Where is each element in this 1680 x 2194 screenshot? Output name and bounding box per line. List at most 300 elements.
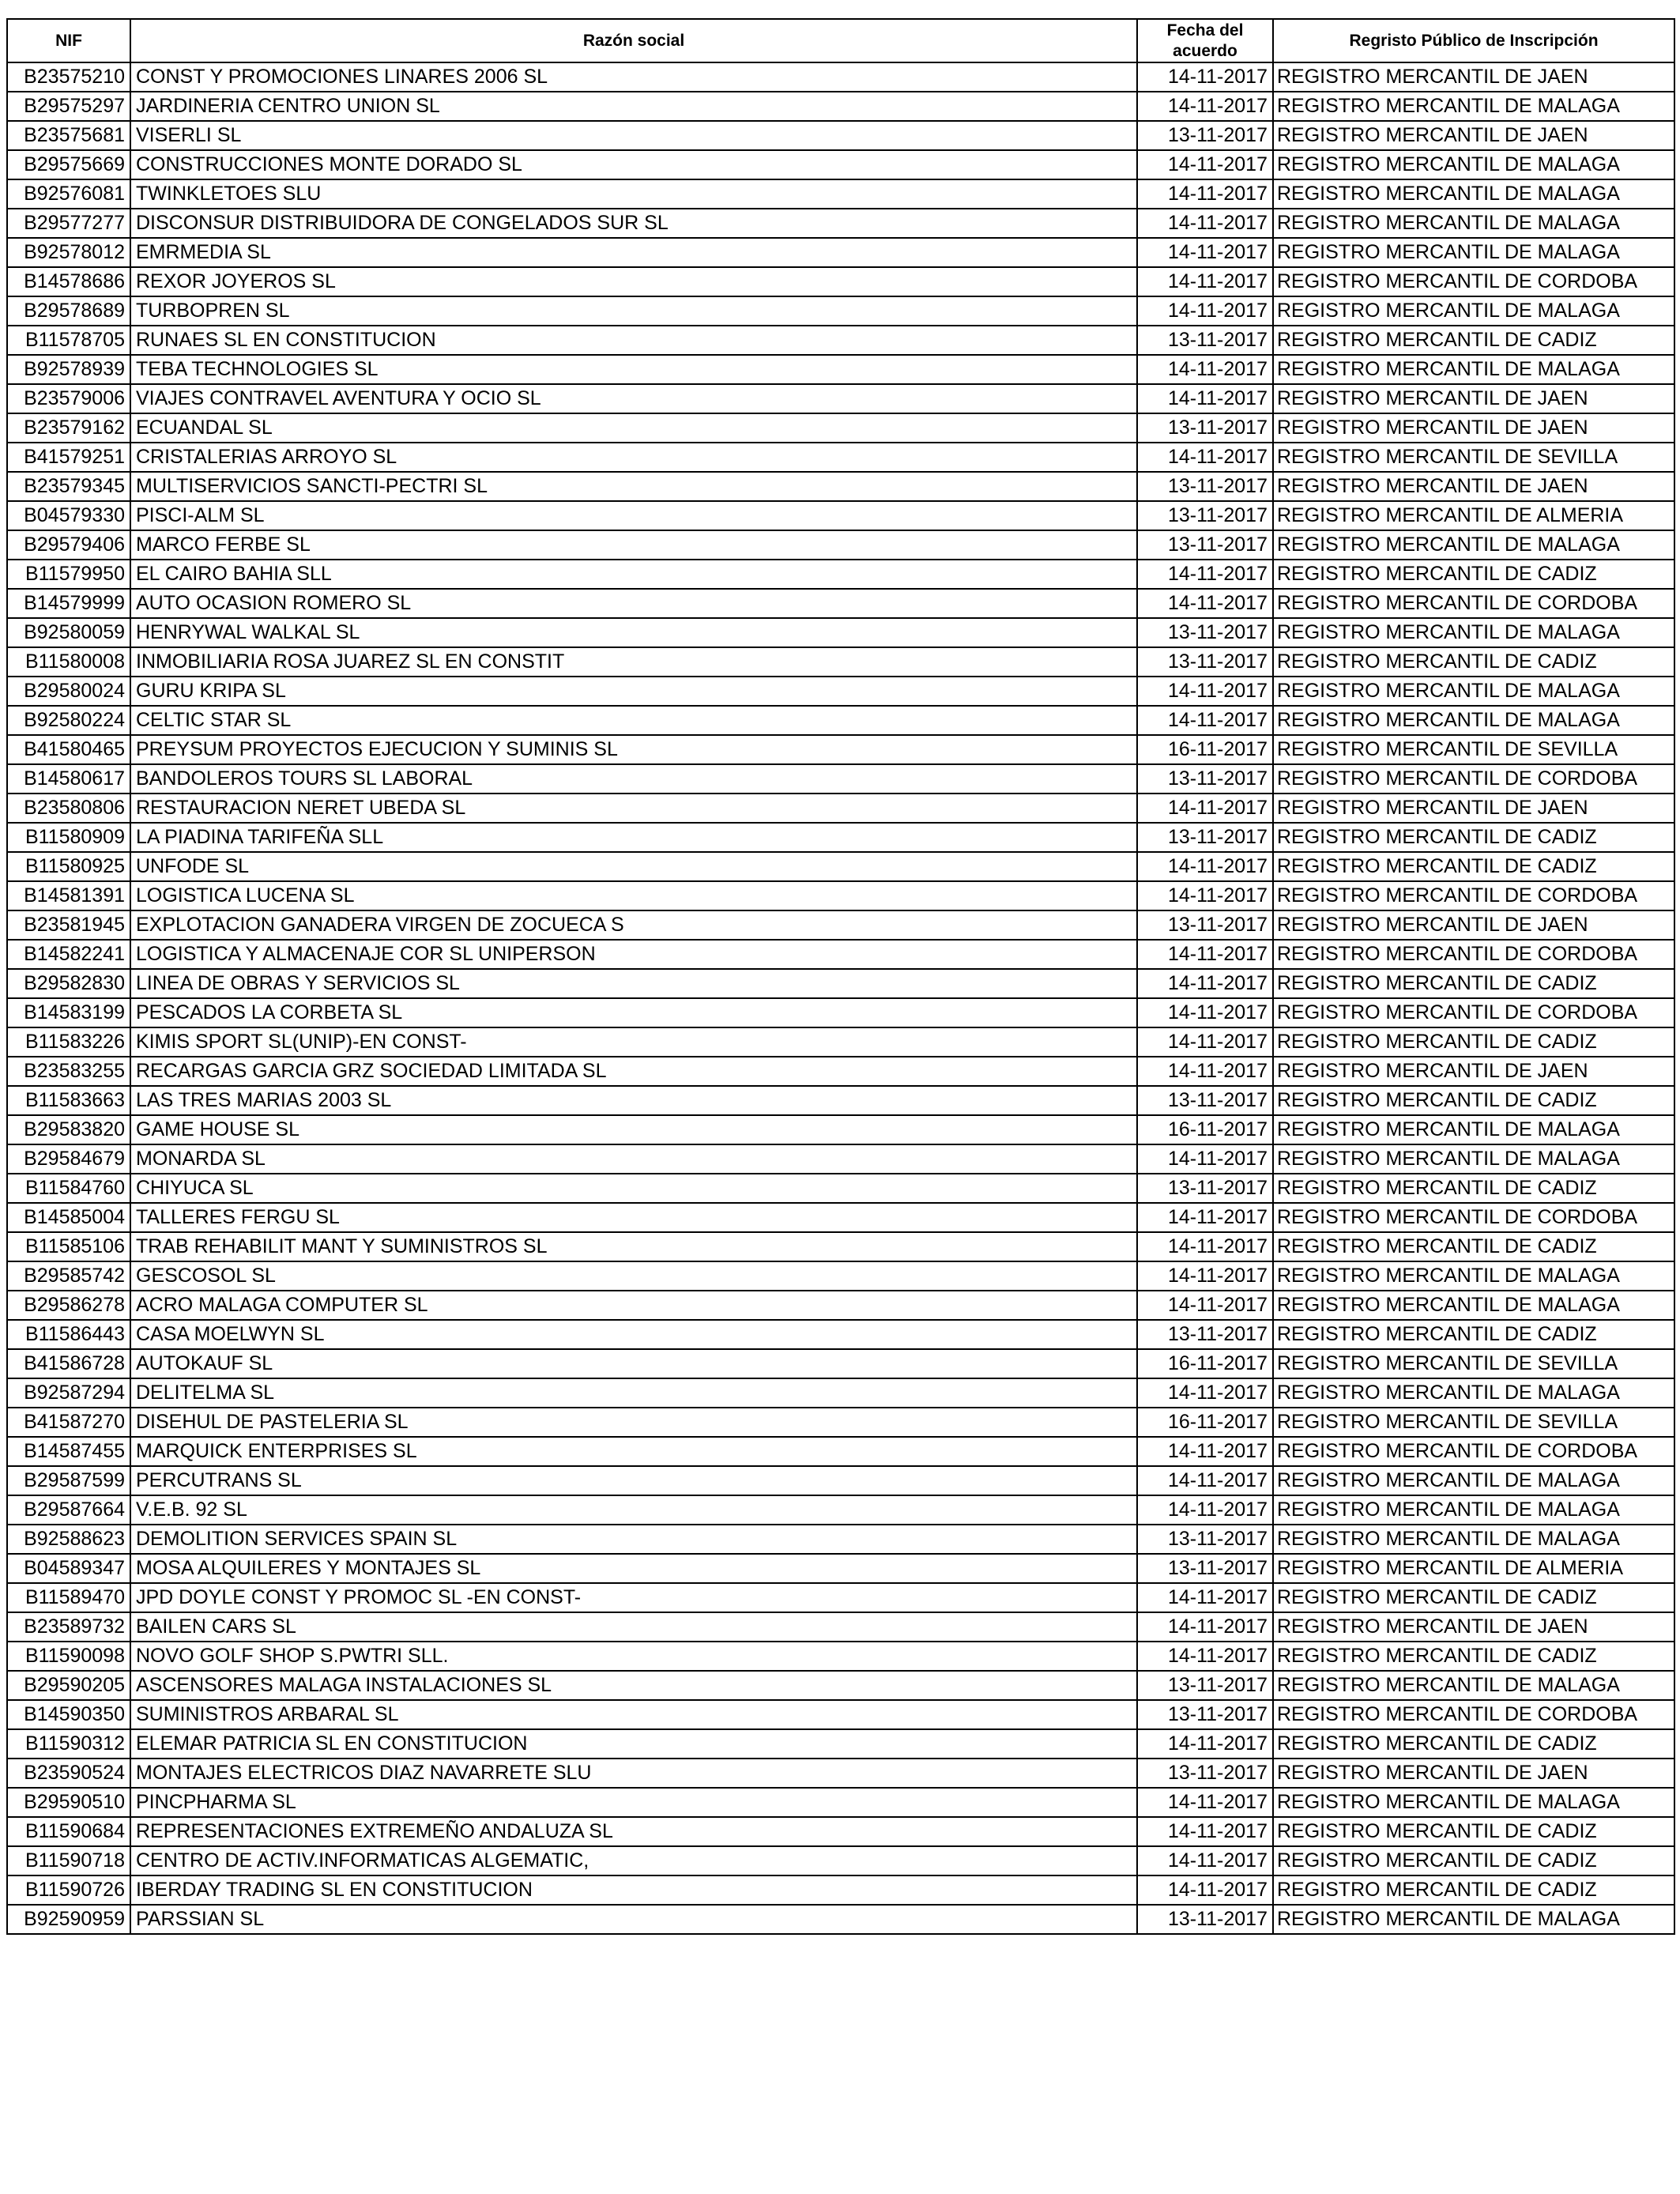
fecha-cell: 14-11-2017 (1137, 940, 1273, 969)
fecha-cell: 14-11-2017 (1137, 1232, 1273, 1261)
fecha-cell: 14-11-2017 (1137, 881, 1273, 910)
registro-cell: REGISTRO MERCANTIL DE MALAGA (1273, 92, 1674, 121)
table-row (7, 443, 1674, 472)
nif-cell: B29590510 (7, 1788, 130, 1817)
registry-table (6, 18, 1675, 1935)
registro-cell: REGISTRO MERCANTIL DE CADIZ (1273, 1232, 1674, 1261)
table-row (7, 764, 1674, 794)
razon-social-cell: ELEMAR PATRICIA SL EN CONSTITUCION (130, 1729, 1137, 1759)
nif-cell: B29586278 (7, 1291, 130, 1320)
registro-cell: REGISTRO MERCANTIL DE CADIZ (1273, 560, 1674, 589)
razon-social-cell: TURBOPREN SL (130, 296, 1137, 326)
registro-cell: REGISTRO MERCANTIL DE CORDOBA (1273, 1203, 1674, 1232)
registro-cell: REGISTRO MERCANTIL DE MALAGA (1273, 530, 1674, 560)
fecha-cell: 14-11-2017 (1137, 1788, 1273, 1817)
table-row (7, 355, 1674, 384)
fecha-cell: 14-11-2017 (1137, 560, 1273, 589)
nif-cell: B11589470 (7, 1583, 130, 1612)
table-row (7, 794, 1674, 823)
fecha-cell: 14-11-2017 (1137, 1466, 1273, 1495)
nif-cell: B92590959 (7, 1905, 130, 1934)
fecha-cell: 16-11-2017 (1137, 1349, 1273, 1378)
fecha-cell: 13-11-2017 (1137, 1086, 1273, 1115)
razon-social-cell: BANDOLEROS TOURS SL LABORAL (130, 764, 1137, 794)
registro-cell: REGISTRO MERCANTIL DE CADIZ (1273, 1817, 1674, 1846)
nif-cell: B23590524 (7, 1759, 130, 1788)
table-row (7, 1057, 1674, 1086)
razon-social-cell: SUMINISTROS ARBARAL SL (130, 1700, 1137, 1729)
table-row (7, 62, 1674, 92)
table-row (7, 1349, 1674, 1378)
razon-social-cell: CRISTALERIAS ARROYO SL (130, 443, 1137, 472)
nif-cell: B11579950 (7, 560, 130, 589)
registro-cell: REGISTRO MERCANTIL DE JAEN (1273, 910, 1674, 940)
table-row (7, 1495, 1674, 1525)
fecha-cell: 14-11-2017 (1137, 267, 1273, 296)
razon-social-cell: TALLERES FERGU SL (130, 1203, 1137, 1232)
fecha-cell: 14-11-2017 (1137, 1846, 1273, 1875)
table-row (7, 1086, 1674, 1115)
razon-social-cell: VIAJES CONTRAVEL AVENTURA Y OCIO SL (130, 384, 1137, 413)
nif-cell: B92576081 (7, 179, 130, 209)
registro-cell: REGISTRO MERCANTIL DE JAEN (1273, 413, 1674, 443)
nif-cell: B11585106 (7, 1232, 130, 1261)
nif-cell: B04589347 (7, 1554, 130, 1583)
nif-cell: B23575210 (7, 62, 130, 92)
registro-cell: REGISTRO MERCANTIL DE ALMERIA (1273, 1554, 1674, 1583)
nif-cell: B14590350 (7, 1700, 130, 1729)
registro-cell: REGISTRO MERCANTIL DE MALAGA (1273, 355, 1674, 384)
razon-social-cell: PERCUTRANS SL (130, 1466, 1137, 1495)
razon-social-cell: BAILEN CARS SL (130, 1612, 1137, 1642)
nif-cell: B23579162 (7, 413, 130, 443)
fecha-cell: 14-11-2017 (1137, 296, 1273, 326)
table-row (7, 881, 1674, 910)
fecha-cell: 14-11-2017 (1137, 1027, 1273, 1057)
table-row (7, 238, 1674, 267)
registro-cell: REGISTRO MERCANTIL DE MALAGA (1273, 1466, 1674, 1495)
registro-cell: REGISTRO MERCANTIL DE CADIZ (1273, 1027, 1674, 1057)
registro-cell: REGISTRO MERCANTIL DE CADIZ (1273, 1729, 1674, 1759)
nif-cell: B29579406 (7, 530, 130, 560)
razon-social-cell: PESCADOS LA CORBETA SL (130, 998, 1137, 1027)
fecha-cell: 14-11-2017 (1137, 589, 1273, 618)
razon-social-cell: VISERLI SL (130, 121, 1137, 150)
registro-cell: REGISTRO MERCANTIL DE MALAGA (1273, 677, 1674, 706)
table-row (7, 735, 1674, 764)
razon-social-cell: LOGISTICA LUCENA SL (130, 881, 1137, 910)
fecha-cell: 13-11-2017 (1137, 910, 1273, 940)
registro-cell: REGISTRO MERCANTIL DE MALAGA (1273, 209, 1674, 238)
nif-cell: B23583255 (7, 1057, 130, 1086)
table-row (7, 1291, 1674, 1320)
razon-social-cell: CONST Y PROMOCIONES LINARES 2006 SL (130, 62, 1137, 92)
registro-cell: REGISTRO MERCANTIL DE CADIZ (1273, 969, 1674, 998)
fecha-cell: 14-11-2017 (1137, 1378, 1273, 1408)
nif-cell: B92580059 (7, 618, 130, 647)
nif-cell: B41579251 (7, 443, 130, 472)
nif-cell: B92578012 (7, 238, 130, 267)
registro-cell: REGISTRO MERCANTIL DE CADIZ (1273, 852, 1674, 881)
fecha-cell: 14-11-2017 (1137, 1875, 1273, 1905)
nif-cell: B23579006 (7, 384, 130, 413)
razon-social-cell: GAME HOUSE SL (130, 1115, 1137, 1144)
header-razon-social: Razón social (130, 19, 1137, 62)
fecha-cell: 13-11-2017 (1137, 1905, 1273, 1934)
nif-cell: B29587599 (7, 1466, 130, 1495)
fecha-cell: 13-11-2017 (1137, 1320, 1273, 1349)
razon-social-cell: LAS TRES MARIAS 2003 SL (130, 1086, 1137, 1115)
razon-social-cell: AUTOKAUF SL (130, 1349, 1137, 1378)
razon-social-cell: MONARDA SL (130, 1144, 1137, 1174)
fecha-cell: 13-11-2017 (1137, 1554, 1273, 1583)
fecha-cell: 14-11-2017 (1137, 1583, 1273, 1612)
fecha-cell: 14-11-2017 (1137, 677, 1273, 706)
nif-cell: B14585004 (7, 1203, 130, 1232)
registro-cell: REGISTRO MERCANTIL DE MALAGA (1273, 618, 1674, 647)
header-fecha-line2: acuerdo (1173, 41, 1237, 60)
registro-cell: REGISTRO MERCANTIL DE MALAGA (1273, 1525, 1674, 1554)
table-row (7, 910, 1674, 940)
table-row (7, 1788, 1674, 1817)
nif-cell: B04579330 (7, 501, 130, 530)
registro-cell: REGISTRO MERCANTIL DE SEVILLA (1273, 443, 1674, 472)
razon-social-cell: PINCPHARMA SL (130, 1788, 1137, 1817)
fecha-cell: 13-11-2017 (1137, 1700, 1273, 1729)
registro-cell: REGISTRO MERCANTIL DE JAEN (1273, 472, 1674, 501)
fecha-cell: 14-11-2017 (1137, 1642, 1273, 1671)
fecha-cell: 13-11-2017 (1137, 823, 1273, 852)
registry-document (6, 18, 1675, 1935)
razon-social-cell: EL CAIRO BAHIA SLL (130, 560, 1137, 589)
razon-social-cell: DISCONSUR DISTRIBUIDORA DE CONGELADOS SUR SL (130, 209, 1137, 238)
razon-social-cell: PISCI-ALM SL (130, 501, 1137, 530)
fecha-cell: 14-11-2017 (1137, 1817, 1273, 1846)
table-row (7, 296, 1674, 326)
registro-cell: REGISTRO MERCANTIL DE MALAGA (1273, 1495, 1674, 1525)
razon-social-cell: JPD DOYLE CONST Y PROMOC SL -EN CONST- (130, 1583, 1137, 1612)
fecha-cell: 14-11-2017 (1137, 1261, 1273, 1291)
table-row (7, 150, 1674, 179)
razon-social-cell: EXPLOTACION GANADERA VIRGEN DE ZOCUECA S (130, 910, 1137, 940)
table-row (7, 560, 1674, 589)
razon-social-cell: IBERDAY TRADING SL EN CONSTITUCION (130, 1875, 1137, 1905)
nif-cell: B14581391 (7, 881, 130, 910)
razon-social-cell: V.E.B. 92 SL (130, 1495, 1137, 1525)
table-row (7, 121, 1674, 150)
fecha-cell: 14-11-2017 (1137, 969, 1273, 998)
table-row (7, 267, 1674, 296)
fecha-cell: 14-11-2017 (1137, 92, 1273, 121)
registro-cell: REGISTRO MERCANTIL DE CORDOBA (1273, 589, 1674, 618)
header-fecha-acuerdo (1137, 19, 1273, 62)
nif-cell: B92578939 (7, 355, 130, 384)
table-row (7, 1261, 1674, 1291)
table-row (7, 1144, 1674, 1174)
fecha-cell: 13-11-2017 (1137, 764, 1273, 794)
table-row (7, 1174, 1674, 1203)
nif-cell: B11590718 (7, 1846, 130, 1875)
registro-cell: REGISTRO MERCANTIL DE MALAGA (1273, 238, 1674, 267)
razon-social-cell: INMOBILIARIA ROSA JUAREZ SL EN CONSTIT (130, 647, 1137, 677)
nif-cell: B11580925 (7, 852, 130, 881)
table-row (7, 969, 1674, 998)
fecha-cell: 14-11-2017 (1137, 706, 1273, 735)
razon-social-cell: AUTO OCASION ROMERO SL (130, 589, 1137, 618)
registro-cell: REGISTRO MERCANTIL DE MALAGA (1273, 1115, 1674, 1144)
fecha-cell: 13-11-2017 (1137, 618, 1273, 647)
nif-cell: B29583820 (7, 1115, 130, 1144)
table-row (7, 384, 1674, 413)
registro-cell: REGISTRO MERCANTIL DE JAEN (1273, 1759, 1674, 1788)
table-row (7, 1232, 1674, 1261)
razon-social-cell: EMRMEDIA SL (130, 238, 1137, 267)
nif-cell: B29580024 (7, 677, 130, 706)
table-row (7, 1729, 1674, 1759)
table-row (7, 1700, 1674, 1729)
registro-cell: REGISTRO MERCANTIL DE MALAGA (1273, 1378, 1674, 1408)
table-row (7, 530, 1674, 560)
table-row (7, 1466, 1674, 1495)
table-row (7, 940, 1674, 969)
fecha-cell: 13-11-2017 (1137, 647, 1273, 677)
razon-social-cell: NOVO GOLF SHOP S.PWTRI SLL. (130, 1642, 1137, 1671)
fecha-cell: 14-11-2017 (1137, 1144, 1273, 1174)
razon-social-cell: LINEA DE OBRAS Y SERVICIOS SL (130, 969, 1137, 998)
razon-social-cell: LA PIADINA TARIFEÑA SLL (130, 823, 1137, 852)
fecha-cell: 14-11-2017 (1137, 1203, 1273, 1232)
nif-cell: B23589732 (7, 1612, 130, 1642)
razon-social-cell: RUNAES SL EN CONSTITUCION (130, 326, 1137, 355)
table-row (7, 179, 1674, 209)
header-row (7, 19, 1674, 62)
fecha-cell: 13-11-2017 (1137, 121, 1273, 150)
registro-cell: REGISTRO MERCANTIL DE SEVILLA (1273, 1349, 1674, 1378)
razon-social-cell: DELITELMA SL (130, 1378, 1137, 1408)
fecha-cell: 14-11-2017 (1137, 179, 1273, 209)
registro-cell: REGISTRO MERCANTIL DE SEVILLA (1273, 1408, 1674, 1437)
registro-cell: REGISTRO MERCANTIL DE MALAGA (1273, 150, 1674, 179)
table-row (7, 1905, 1674, 1934)
razon-social-cell: CENTRO DE ACTIV.INFORMATICAS ALGEMATIC, (130, 1846, 1137, 1875)
fecha-cell: 14-11-2017 (1137, 1437, 1273, 1466)
table-row (7, 1817, 1674, 1846)
fecha-cell: 14-11-2017 (1137, 443, 1273, 472)
nif-cell: B23579345 (7, 472, 130, 501)
fecha-cell: 14-11-2017 (1137, 355, 1273, 384)
nif-cell: B23581945 (7, 910, 130, 940)
registro-cell: REGISTRO MERCANTIL DE MALAGA (1273, 1671, 1674, 1700)
razon-social-cell: TEBA TECHNOLOGIES SL (130, 355, 1137, 384)
registro-cell: REGISTRO MERCANTIL DE CADIZ (1273, 1320, 1674, 1349)
fecha-cell: 13-11-2017 (1137, 326, 1273, 355)
registro-cell: REGISTRO MERCANTIL DE CADIZ (1273, 1875, 1674, 1905)
nif-cell: B29582830 (7, 969, 130, 998)
table-row (7, 501, 1674, 530)
table-row (7, 1642, 1674, 1671)
nif-cell: B11578705 (7, 326, 130, 355)
table-row (7, 1378, 1674, 1408)
registro-cell: REGISTRO MERCANTIL DE CORDOBA (1273, 764, 1674, 794)
fecha-cell: 13-11-2017 (1137, 1525, 1273, 1554)
table-row (7, 1554, 1674, 1583)
fecha-cell: 13-11-2017 (1137, 1759, 1273, 1788)
registro-cell: REGISTRO MERCANTIL DE MALAGA (1273, 296, 1674, 326)
table-row (7, 1437, 1674, 1466)
nif-cell: B29590205 (7, 1671, 130, 1700)
fecha-cell: 13-11-2017 (1137, 1671, 1273, 1700)
table-row (7, 326, 1674, 355)
nif-cell: B29575669 (7, 150, 130, 179)
table-row (7, 92, 1674, 121)
nif-cell: B29578689 (7, 296, 130, 326)
registro-cell: REGISTRO MERCANTIL DE CORDOBA (1273, 1437, 1674, 1466)
nif-cell: B29585742 (7, 1261, 130, 1291)
nif-cell: B11590312 (7, 1729, 130, 1759)
table-row (7, 1115, 1674, 1144)
registro-cell: REGISTRO MERCANTIL DE JAEN (1273, 1057, 1674, 1086)
nif-cell: B11583663 (7, 1086, 130, 1115)
registro-cell: REGISTRO MERCANTIL DE CORDOBA (1273, 881, 1674, 910)
table-row (7, 706, 1674, 735)
table-row (7, 618, 1674, 647)
fecha-cell: 14-11-2017 (1137, 998, 1273, 1027)
razon-social-cell: RECARGAS GARCIA GRZ SOCIEDAD LIMITADA SL (130, 1057, 1137, 1086)
registro-cell: REGISTRO MERCANTIL DE JAEN (1273, 794, 1674, 823)
table-row (7, 209, 1674, 238)
registro-cell: REGISTRO MERCANTIL DE CORDOBA (1273, 1700, 1674, 1729)
nif-cell: B14587455 (7, 1437, 130, 1466)
registro-cell: REGISTRO MERCANTIL DE CORDOBA (1273, 998, 1674, 1027)
registro-cell: REGISTRO MERCANTIL DE ALMERIA (1273, 501, 1674, 530)
table-row (7, 1612, 1674, 1642)
razon-social-cell: REPRESENTACIONES EXTREMEÑO ANDALUZA SL (130, 1817, 1137, 1846)
registro-cell: REGISTRO MERCANTIL DE CADIZ (1273, 1642, 1674, 1671)
fecha-cell: 13-11-2017 (1137, 1174, 1273, 1203)
nif-cell: B14583199 (7, 998, 130, 1027)
razon-social-cell: ECUANDAL SL (130, 413, 1137, 443)
fecha-cell: 14-11-2017 (1137, 1495, 1273, 1525)
table-row (7, 823, 1674, 852)
nif-cell: B14582241 (7, 940, 130, 969)
fecha-cell: 14-11-2017 (1137, 238, 1273, 267)
header-fecha-line1: Fecha del (1166, 21, 1244, 40)
nif-cell: B92587294 (7, 1378, 130, 1408)
razon-social-cell: REXOR JOYEROS SL (130, 267, 1137, 296)
razon-social-cell: ASCENSORES MALAGA INSTALACIONES SL (130, 1671, 1137, 1700)
fecha-cell: 13-11-2017 (1137, 501, 1273, 530)
razon-social-cell: MULTISERVICIOS SANCTI-PECTRI SL (130, 472, 1137, 501)
razon-social-cell: TRAB REHABILIT MANT Y SUMINISTROS SL (130, 1232, 1137, 1261)
razon-social-cell: LOGISTICA Y ALMACENAJE COR SL UNIPERSON (130, 940, 1137, 969)
razon-social-cell: DEMOLITION SERVICES SPAIN SL (130, 1525, 1137, 1554)
fecha-cell: 14-11-2017 (1137, 794, 1273, 823)
header-registro: Regristo Público de Inscripción (1273, 19, 1674, 62)
table-row (7, 647, 1674, 677)
fecha-cell: 14-11-2017 (1137, 852, 1273, 881)
razon-social-cell: MARQUICK ENTERPRISES SL (130, 1437, 1137, 1466)
nif-cell: B41580465 (7, 735, 130, 764)
table-row (7, 589, 1674, 618)
registro-cell: REGISTRO MERCANTIL DE MALAGA (1273, 1291, 1674, 1320)
razon-social-cell: UNFODE SL (130, 852, 1137, 881)
razon-social-cell: TWINKLETOES SLU (130, 179, 1137, 209)
registro-cell: REGISTRO MERCANTIL DE CADIZ (1273, 1846, 1674, 1875)
nif-cell: B92588623 (7, 1525, 130, 1554)
razon-social-cell: GURU KRIPA SL (130, 677, 1137, 706)
razon-social-cell: HENRYWAL WALKAL SL (130, 618, 1137, 647)
nif-cell: B29577277 (7, 209, 130, 238)
registro-cell: REGISTRO MERCANTIL DE CORDOBA (1273, 267, 1674, 296)
fecha-cell: 14-11-2017 (1137, 1612, 1273, 1642)
table-row (7, 1671, 1674, 1700)
registro-cell: REGISTRO MERCANTIL DE MALAGA (1273, 706, 1674, 735)
razon-social-cell: PARSSIAN SL (130, 1905, 1137, 1934)
table-row (7, 852, 1674, 881)
nif-cell: B29575297 (7, 92, 130, 121)
nif-cell: B11583226 (7, 1027, 130, 1057)
nif-cell: B11590684 (7, 1817, 130, 1846)
fecha-cell: 16-11-2017 (1137, 1408, 1273, 1437)
fecha-cell: 13-11-2017 (1137, 472, 1273, 501)
razon-social-cell: JARDINERIA CENTRO UNION SL (130, 92, 1137, 121)
registro-cell: REGISTRO MERCANTIL DE MALAGA (1273, 1261, 1674, 1291)
table-row (7, 1203, 1674, 1232)
table-row (7, 1027, 1674, 1057)
razon-social-cell: ACRO MALAGA COMPUTER SL (130, 1291, 1137, 1320)
registro-cell: REGISTRO MERCANTIL DE CADIZ (1273, 1174, 1674, 1203)
fecha-cell: 14-11-2017 (1137, 150, 1273, 179)
nif-cell: B11580008 (7, 647, 130, 677)
nif-cell: B92580224 (7, 706, 130, 735)
table-row (7, 1759, 1674, 1788)
registro-cell: REGISTRO MERCANTIL DE SEVILLA (1273, 735, 1674, 764)
fecha-cell: 14-11-2017 (1137, 384, 1273, 413)
nif-cell: B11590098 (7, 1642, 130, 1671)
fecha-cell: 13-11-2017 (1137, 530, 1273, 560)
registro-cell: REGISTRO MERCANTIL DE MALAGA (1273, 1905, 1674, 1934)
table-row (7, 472, 1674, 501)
razon-social-cell: MOSA ALQUILERES Y MONTAJES SL (130, 1554, 1137, 1583)
fecha-cell: 13-11-2017 (1137, 413, 1273, 443)
registro-cell: REGISTRO MERCANTIL DE JAEN (1273, 384, 1674, 413)
fecha-cell: 14-11-2017 (1137, 62, 1273, 92)
nif-cell: B14578686 (7, 267, 130, 296)
nif-cell: B29587664 (7, 1495, 130, 1525)
table-row (7, 1583, 1674, 1612)
registro-cell: REGISTRO MERCANTIL DE CADIZ (1273, 1583, 1674, 1612)
razon-social-cell: MARCO FERBE SL (130, 530, 1137, 560)
razon-social-cell: DISEHUL DE PASTELERIA SL (130, 1408, 1137, 1437)
nif-cell: B14580617 (7, 764, 130, 794)
nif-cell: B11584760 (7, 1174, 130, 1203)
registro-cell: REGISTRO MERCANTIL DE CADIZ (1273, 647, 1674, 677)
table-row (7, 1525, 1674, 1554)
registro-cell: REGISTRO MERCANTIL DE JAEN (1273, 1612, 1674, 1642)
registry-body (7, 62, 1674, 1934)
razon-social-cell: PREYSUM PROYECTOS EJECUCION Y SUMINIS SL (130, 735, 1137, 764)
registro-cell: REGISTRO MERCANTIL DE MALAGA (1273, 1144, 1674, 1174)
registro-cell: REGISTRO MERCANTIL DE CADIZ (1273, 326, 1674, 355)
table-row (7, 1408, 1674, 1437)
nif-cell: B11586443 (7, 1320, 130, 1349)
table-row (7, 413, 1674, 443)
registro-cell: REGISTRO MERCANTIL DE JAEN (1273, 121, 1674, 150)
nif-cell: B41587270 (7, 1408, 130, 1437)
table-row (7, 1846, 1674, 1875)
nif-cell: B23575681 (7, 121, 130, 150)
fecha-cell: 16-11-2017 (1137, 1115, 1273, 1144)
